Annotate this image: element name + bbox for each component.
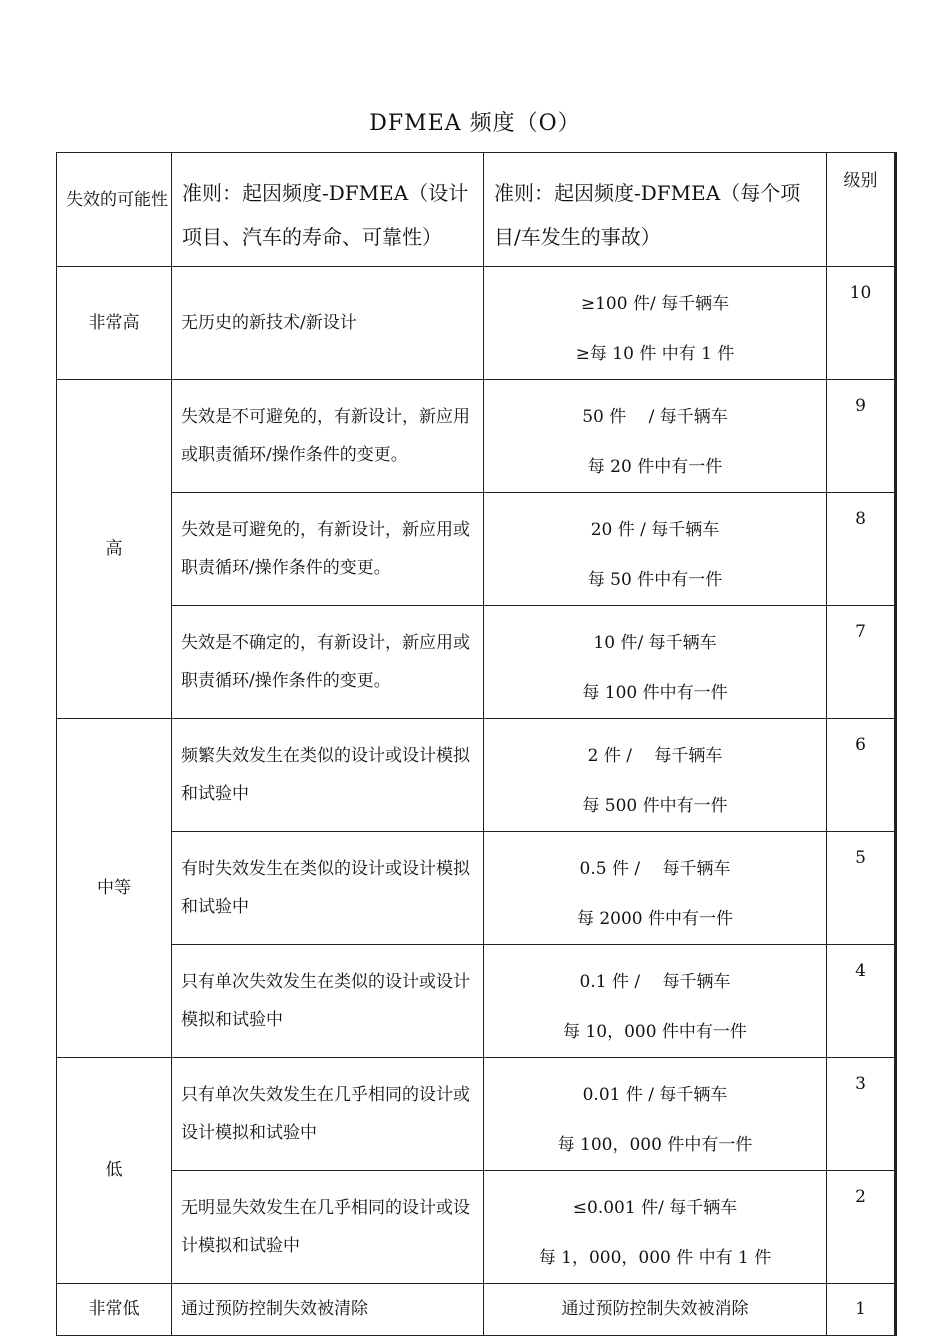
frequency-cell — [484, 1171, 827, 1284]
table-row — [57, 606, 896, 719]
grade-value: 4 — [855, 961, 866, 981]
criteria-cell: 只有单次失效发生在类似的设计或设计模拟和试验中 — [172, 945, 484, 1058]
table-row — [57, 493, 896, 606]
frequency-cell — [484, 945, 827, 1058]
table-row — [57, 832, 896, 945]
grade-value: 3 — [855, 1074, 866, 1094]
header-criteria-design-text: 准则：起因频度-DFMEA（设计项目、汽车的寿命、可靠性） — [182, 181, 469, 249]
grade-value: 10 — [849, 283, 872, 303]
frequency-ratio: 每 1，000，000 件 中有 1 件 — [538, 1248, 772, 1268]
frequency-per-thousand: 20 件 / 每千辆车 — [590, 520, 720, 540]
header-grade — [827, 153, 896, 267]
grade-cell: 1 — [827, 1284, 896, 1336]
grade-cell — [827, 832, 896, 945]
criteria-cell: 只有单次失效发生在几乎相同的设计或设计模拟和试验中 — [172, 1058, 484, 1171]
header-grade-text: 级别 — [843, 171, 878, 191]
frequency-ratio: 每 100 件中有一件 — [582, 683, 728, 703]
criteria-cell: 失效是不可避免的，有新设计，新应用或职责循环/操作条件的变更。 — [172, 380, 484, 493]
frequency-cell — [484, 1058, 827, 1171]
grade-cell — [827, 1171, 896, 1284]
grade-value: 9 — [855, 396, 866, 416]
table-row — [57, 719, 896, 832]
grade-value: 8 — [855, 509, 866, 529]
table-row — [57, 945, 896, 1058]
frequency-ratio: 每 20 件中有一件 — [587, 457, 723, 477]
frequency-cell: 通过预防控制失效被消除 — [484, 1284, 827, 1336]
grade-cell — [827, 380, 896, 493]
frequency-per-thousand: 0.01 件 / 每千辆车 — [582, 1085, 728, 1105]
frequency-ratio: 每 2000 件中有一件 — [576, 909, 734, 929]
frequency-ratio: ≥每 10 件 中有 1 件 — [575, 344, 735, 364]
table-row — [57, 267, 896, 380]
header-criteria-design — [172, 153, 484, 267]
frequency-cell — [484, 606, 827, 719]
occurrence-table — [56, 152, 897, 1336]
criteria-cell: 无明显失效发生在几乎相同的设计或设计模拟和试验中 — [172, 1171, 484, 1284]
frequency-ratio: 每 50 件中有一件 — [587, 570, 723, 590]
frequency-cell — [484, 380, 827, 493]
criteria-cell: 频繁失效发生在类似的设计或设计模拟和试验中 — [172, 719, 484, 832]
level-cell: 非常高 — [57, 267, 172, 380]
table-row — [57, 1058, 896, 1171]
grade-cell — [827, 719, 896, 832]
frequency-per-thousand: 10 件/ 每千辆车 — [593, 633, 717, 653]
level-cell: 中等 — [57, 719, 172, 1058]
table-row — [57, 380, 896, 493]
header-likelihood — [57, 153, 172, 267]
grade-value: 7 — [855, 622, 866, 642]
frequency-per-thousand: ≤0.001 件/ 每千辆车 — [572, 1198, 738, 1218]
frequency-ratio: 每 500 件中有一件 — [582, 796, 728, 816]
grade-value: 6 — [855, 735, 866, 755]
header-criteria-incidents — [484, 153, 827, 267]
level-cell: 高 — [57, 380, 172, 719]
level-cell: 低 — [57, 1058, 172, 1284]
frequency-per-thousand: 0.1 件 / 每千辆车 — [579, 972, 731, 992]
header-likelihood-text: 失效的可能性 — [66, 190, 168, 210]
table-row — [57, 1171, 896, 1284]
frequency-per-thousand: 0.5 件 / 每千辆车 — [579, 859, 731, 879]
frequency-cell — [484, 267, 827, 380]
criteria-cell: 通过预防控制失效被清除 — [172, 1284, 484, 1336]
criteria-cell: 失效是不确定的，有新设计，新应用或职责循环/操作条件的变更。 — [172, 606, 484, 719]
grade-cell — [827, 267, 896, 380]
header-criteria-incidents-text: 准则：起因频度-DFMEA（每个项目/车发生的事故） — [494, 181, 801, 249]
grade-cell — [827, 493, 896, 606]
table-row — [57, 1284, 896, 1336]
criteria-cell: 无历史的新技术/新设计 — [172, 267, 484, 380]
frequency-ratio: 每 10，000 件中有一件 — [563, 1022, 747, 1042]
frequency-cell — [484, 493, 827, 606]
table-header-row — [57, 153, 896, 267]
frequency-cell — [484, 719, 827, 832]
criteria-cell: 失效是可避免的，有新设计，新应用或职责循环/操作条件的变更。 — [172, 493, 484, 606]
grade-cell — [827, 945, 896, 1058]
grade-value: 5 — [855, 848, 866, 868]
frequency-cell — [484, 832, 827, 945]
grade-value: 2 — [855, 1187, 866, 1207]
document-title: DFMEA 频度（O） — [369, 111, 581, 136]
grade-cell — [827, 606, 896, 719]
grade-cell — [827, 1058, 896, 1171]
frequency-per-thousand: 2 件 / 每千辆车 — [587, 746, 723, 766]
frequency-per-thousand: 50 件 / 每千辆车 — [582, 407, 728, 427]
frequency-ratio: 每 100，000 件中有一件 — [557, 1135, 753, 1155]
frequency-per-thousand: ≥100 件/ 每千辆车 — [580, 294, 730, 314]
level-cell: 非常低 — [57, 1284, 172, 1336]
occurrence-table-container — [56, 152, 897, 1336]
criteria-cell: 有时失效发生在类似的设计或设计模拟和试验中 — [172, 832, 484, 945]
